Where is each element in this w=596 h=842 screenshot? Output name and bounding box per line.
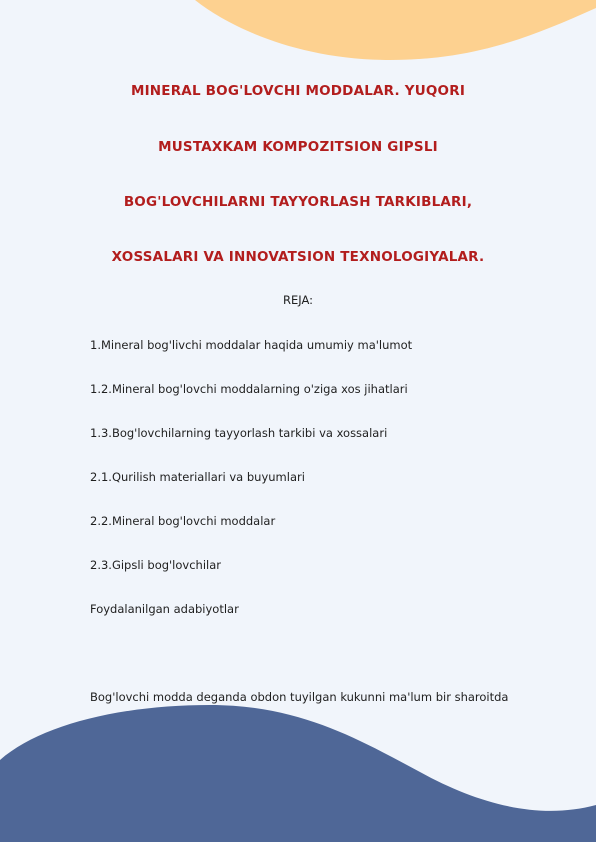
body-paragraph: Bog'lovchi modda deganda obdon tuyilgan kukunni ma'lum bir sharoitda: [90, 690, 509, 704]
document-title-line-4: XOSSALARI VA INNOVATSION TEXNOLOGIYALAR.: [111, 249, 485, 265]
document-title-line-1: MINERAL BOG'LOVCHI MODDALAR. YUQORI: [130, 83, 466, 99]
plan-item: 2.1.Qurilish materiallari va buyumlari: [90, 470, 305, 484]
plan-item: 1.Mineral bog'livchi moddalar haqida umumiy ma'lumot: [90, 338, 413, 352]
plan-item: Foydalanilgan adabiyotlar: [90, 602, 239, 616]
top-wave-decoration: [195, 0, 596, 60]
document-title-line-3: BOG'LOVCHILARNI TAYYORLASH TARKIBLARI,: [123, 194, 473, 210]
plan-heading: REJA:: [283, 293, 313, 307]
plan-item: 1.3.Bog'lovchilarning tayyorlash tarkibi va xossalari: [90, 426, 388, 440]
bottom-wave-decoration: [0, 705, 596, 842]
plan-item: 1.2.Mineral bog'lovchi moddalarning o'ziga xos jihatlari: [90, 382, 408, 396]
document-title-line-2: MUSTAXKAM KOMPOZITSION GIPSLI: [158, 139, 438, 155]
plan-item: 2.2.Mineral bog'lovchi moddalar: [90, 514, 276, 528]
plan-item: 2.3.Gipsli bog'lovchilar: [90, 558, 221, 572]
